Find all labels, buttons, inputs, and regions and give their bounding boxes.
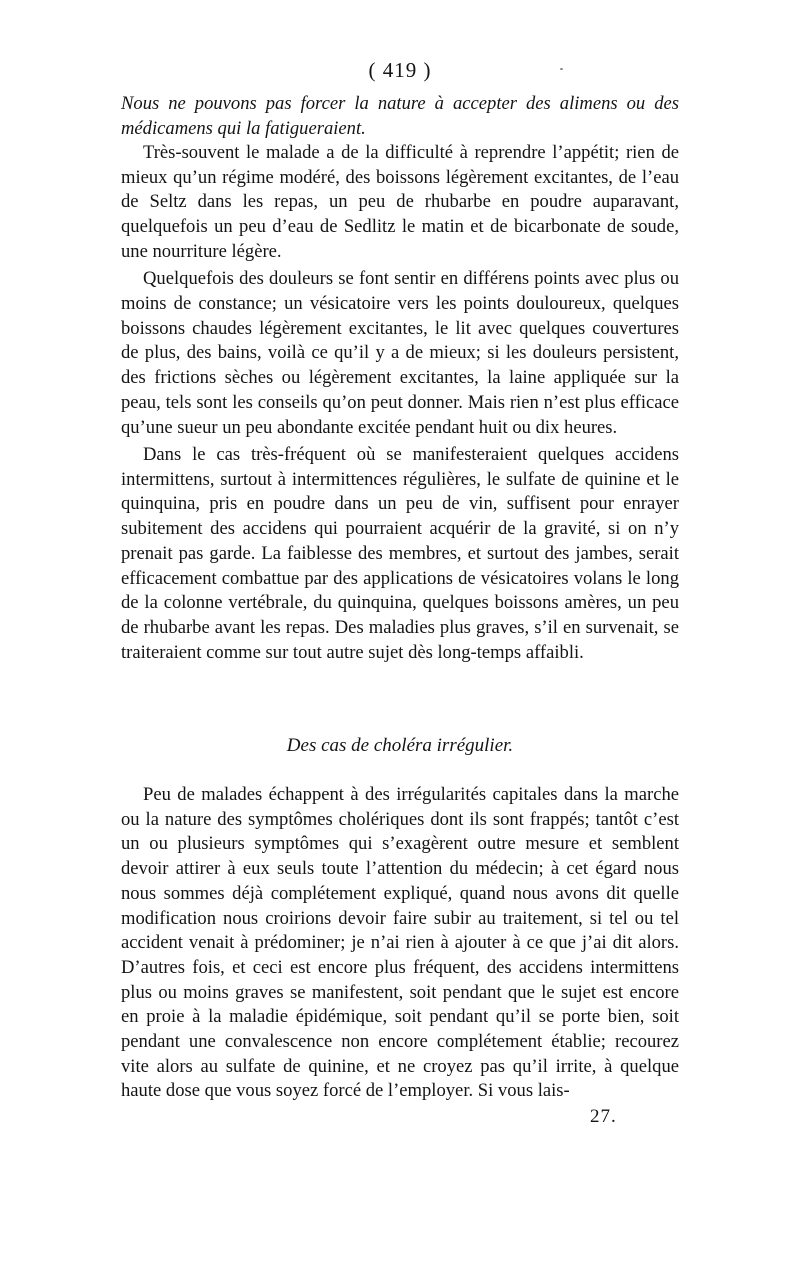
paragraph-accidens-intermittens: Dans le cas très-fréquent où se manifesteraient quelques accidens intermittens, surtout à intermittences régulières, le sulfate de quinine et le quinquina, pris en poudre dans un peu de vin, suffisent pour enrayer subitement des accidens qui pourraient acquérir de la gravité, si on n’y prenait pas garde. La faiblesse des membres, et surtout des jambes, serait efficacement combattue par des applications de vésicatoires volans le long de la colonne vertébrale, du quinquina, quelques boissons amères, un peu de rhubarbe avant les repas. Des maladies plus graves, s’il en survenait, se traiteraient comme sur tout autre sujet dès long-temps affaibli. bbox=[121, 444, 679, 663]
print-speck bbox=[560, 68, 563, 70]
paragraph-douleurs: Quelquefois des douleurs se font sentir en différens points avec plus ou moins de constance; un vésicatoire vers les points douloureux, quelques boissons chaudes légèrement excitantes, le lit avec quelques couvertures de plus, des bains, voilà ce qu’il y a de mieux; si les douleurs persistent, des frictions sèches ou légèrement excitantes, la laine appliquée sur la peau, tels sont les conseils qu’on peut donner. Mais rien n’est plus efficace qu’une sueur un peu abondante excitée pendant huit ou dix heures. bbox=[121, 268, 679, 438]
paragraph-appetite: Très-souvent le malade a de la difficulté à reprendre l’appétit; rien de mieux qu’un régime modéré, des boissons légèrement excitantes, de l’eau de Seltz dans les repas, un peu de rhubarbe en poudre auparavant, quelquefois un peu d’eau de Sedlitz le matin et de bicarbonate de soude, une nourriture légère. bbox=[121, 142, 679, 262]
lead-italic-sentence bbox=[121, 92, 679, 141]
signature-mark: 27. bbox=[590, 1106, 617, 1127]
section-heading: Des cas de choléra irrégulier. bbox=[286, 735, 514, 756]
text-block-after-heading bbox=[121, 783, 679, 1107]
page-number: ( 419 ) bbox=[368, 58, 432, 82]
italic-sentence: Nous ne pouvons pas forcer la nature à accepter des alimens ou des médicamens qui la fatigueraient. bbox=[121, 93, 679, 139]
text-block-before-heading bbox=[121, 141, 679, 668]
paragraph-cholera-irregulier: Peu de malades échappent à des irrégularités capitales dans la marche ou la nature des symptômes cholériques dont ils sont frappés; tantôt c’est un ou plusieurs symptômes qui s’exagèrent outre mesure et semblent devoir attirer à eux seuls toute l’attention du médecin; à cet égard nous nous sommes déjà complétement expliqué, quand nous avons dit quelle modification nous croirions devoir faire subir au traitement, si tel ou tel accident venait à prédominer; je n’ai rien à ajouter à ce que j’ai dit alors. D’autres fois, et ceci est encore plus fréquent, des accidens intermittens plus ou moins graves se manifestent, soit pendant que le sujet est encore en proie à la maladie épidémique, soit pendant qu’il se porte bien, soit pendant une convalescence non encore complétement établie; recourez vite alors au sulfate de quinine, et ne croyez pas qu’il irrite, à quelque haute dose que vous soyez forcé de l’employer. Si vous lais- bbox=[121, 784, 679, 1102]
